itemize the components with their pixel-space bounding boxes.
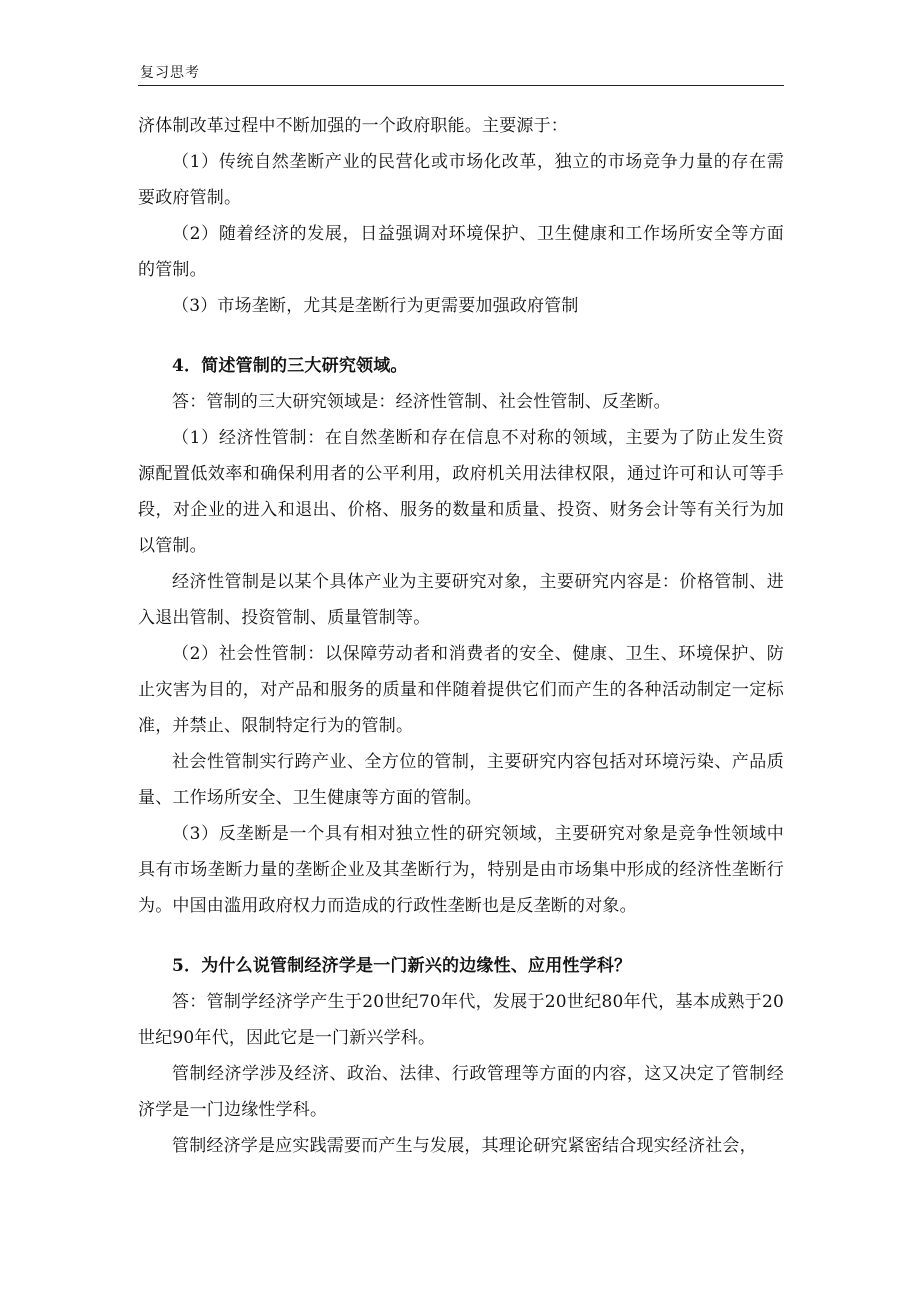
answer-paragraph: 社会性管制实行跨产业、全方位的管制，主要研究内容包括对环境污染、产品质量、工作场所安全、卫生健康等方面的管制。 [138, 752, 784, 808]
answer-paragraph: 答：管制的三大研究领域是：经济性管制、社会性管制、反垄断。 [172, 392, 671, 412]
document-body [138, 108, 784, 1164]
answer-paragraph: 管制经济学涉及经济、政治、法律、行政管理等方面的内容，这又决定了管制经济学是一门边缘性学科。 [138, 1064, 784, 1120]
answer-paragraph: （2）社会性管制：以保障劳动者和消费者的安全、健康、卫生、环境保护、防止灾害为目的，对产品和服务的质量和伴随着提供它们而产生的各种活动制定一定标准，并禁止、限制特定行为的管制。 [138, 644, 784, 736]
paragraph: （3）市场垄断，尤其是垄断行为更需要加强政府管制 [172, 296, 579, 316]
answer-paragraph: 管制经济学是应实践需要而产生与发展，其理论研究紧密结合现实经济社会， [172, 1136, 757, 1156]
question-heading: 4．简述管制的三大研究领域。 [172, 356, 408, 376]
answer-paragraph: 答：管制学经济学产生于20世纪70年代，发展于20世纪80年代，基本成熟于20世纪90年代，因此它是一门新兴学科。 [138, 992, 784, 1048]
section-gap [138, 924, 784, 948]
answer-paragraph: （3）反垄断是一个具有相对独立性的研究领域，主要研究对象是竞争性领域中具有市场垄断力量的垄断企业及其垄断行为，特别是由市场集中形成的经济性垄断行为。中国由滥用政府权力而造成的行政性垄断也是反垄断的对象。 [138, 824, 784, 916]
paragraph: （2）随着经济的发展，日益强调对环境保护、卫生健康和工作场所安全等方面的管制。 [138, 224, 784, 280]
answer-paragraph: 经济性管制是以某个具体产业为主要研究对象，主要研究内容是：价格管制、进入退出管制、投资管制、质量管制等。 [138, 572, 784, 628]
answer-paragraph: （1）经济性管制：在自然垄断和存在信息不对称的领域，主要为了防止发生资源配置低效率和确保利用者的公平利用，政府机关用法律权限，通过许可和认可等手段，对企业的进入和退出、价格、服务的数量和质量、投资、财务会计等有关行为加以管制。 [138, 428, 784, 556]
paragraph: （1）传统自然垄断产业的民营化或市场化改革，独立的市场竞争力量的存在需要政府管制。 [138, 152, 784, 208]
paragraph: 济体制改革过程中不断加强的一个政府职能。主要源于： [138, 116, 568, 136]
section-gap [138, 324, 784, 348]
page-header [138, 62, 784, 86]
header-title: 复习思考 [140, 65, 200, 81]
question-heading: 5．为什么说管制经济学是一门新兴的边缘性、应用性学科？ [172, 956, 632, 976]
